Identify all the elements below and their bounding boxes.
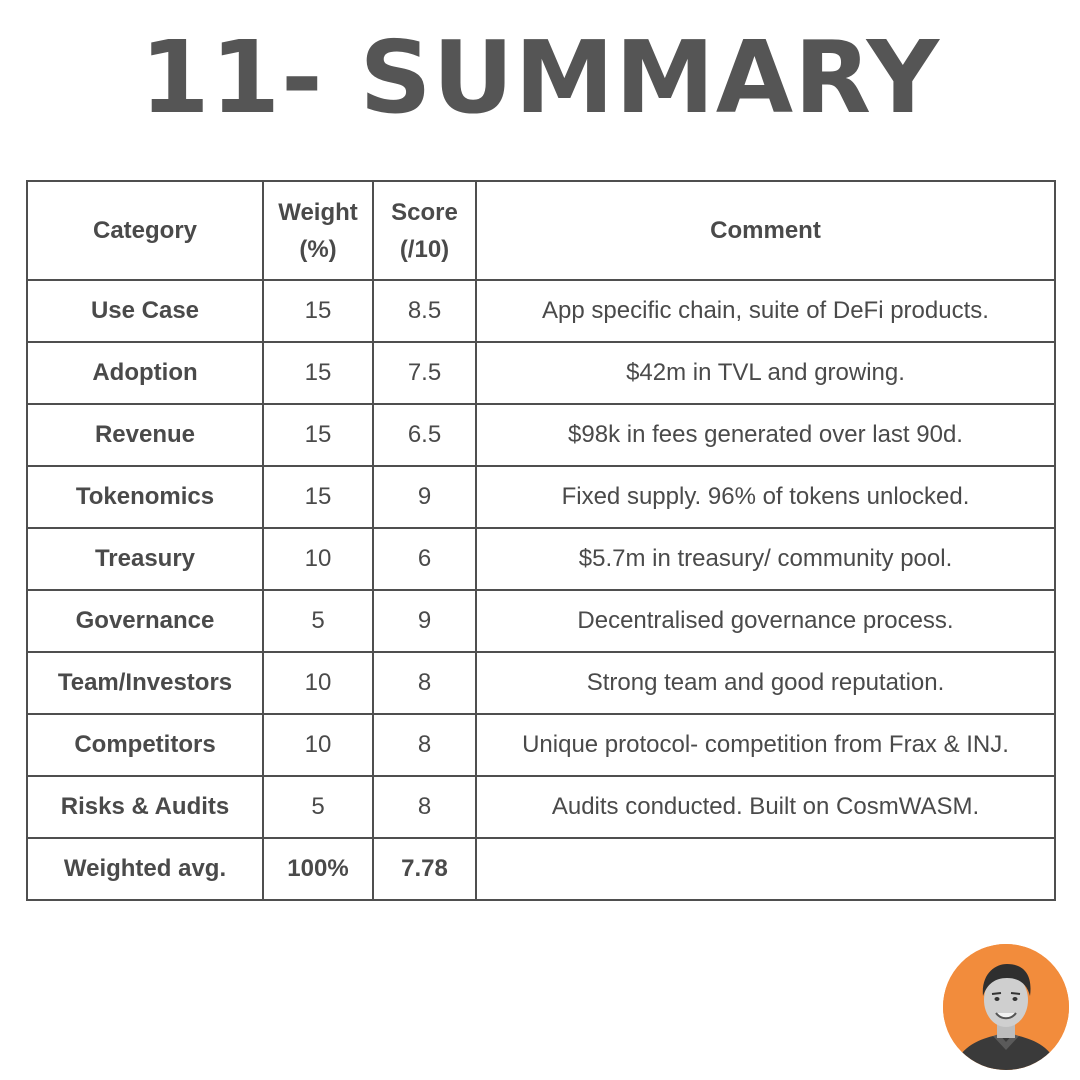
row-comment: Audits conducted. Built on CosmWASM. bbox=[476, 776, 1055, 838]
header-weight bbox=[263, 181, 373, 280]
row-comment: Fixed supply. 96% of tokens unlocked. bbox=[476, 466, 1055, 528]
row-weight: 15 bbox=[263, 280, 373, 342]
row-score: 9 bbox=[373, 590, 476, 652]
row-category: Adoption bbox=[27, 342, 263, 404]
row-category: Risks & Audits bbox=[27, 776, 263, 838]
row-weight: 5 bbox=[263, 776, 373, 838]
table-row bbox=[27, 776, 1055, 838]
table-row bbox=[27, 466, 1055, 528]
row-comment: $42m in TVL and growing. bbox=[476, 342, 1055, 404]
header-comment: Comment bbox=[476, 181, 1055, 280]
table-row bbox=[27, 280, 1055, 342]
table-row bbox=[27, 404, 1055, 466]
avatar bbox=[943, 944, 1069, 1070]
row-comment: $5.7m in treasury/ community pool. bbox=[476, 528, 1055, 590]
row-comment: Strong team and good reputation. bbox=[476, 652, 1055, 714]
summary-table bbox=[26, 180, 1056, 901]
table-header-row bbox=[27, 181, 1055, 280]
header-score-line2: (/10) bbox=[399, 235, 450, 263]
row-score: 8 bbox=[373, 714, 476, 776]
table-row bbox=[27, 714, 1055, 776]
header-score bbox=[373, 181, 476, 280]
header-weight-line2: (%) bbox=[299, 235, 337, 263]
header-category: Category bbox=[27, 181, 263, 280]
row-comment: App specific chain, suite of DeFi products. bbox=[476, 280, 1055, 342]
row-weight: 10 bbox=[263, 714, 373, 776]
total-weight: 100% bbox=[263, 838, 373, 900]
row-category: Tokenomics bbox=[27, 466, 263, 528]
total-category: Weighted avg. bbox=[27, 838, 263, 900]
total-comment bbox=[476, 838, 1055, 900]
row-weight: 15 bbox=[263, 404, 373, 466]
row-category: Use Case bbox=[27, 280, 263, 342]
row-score: 8 bbox=[373, 652, 476, 714]
page-title: 11- SUMMARY bbox=[139, 19, 941, 136]
row-score: 8 bbox=[373, 776, 476, 838]
header-weight-line1: Weight bbox=[278, 198, 358, 226]
row-category: Team/Investors bbox=[27, 652, 263, 714]
row-category: Revenue bbox=[27, 404, 263, 466]
row-category: Competitors bbox=[27, 714, 263, 776]
row-weight: 5 bbox=[263, 590, 373, 652]
row-score: 7.5 bbox=[373, 342, 476, 404]
table-row bbox=[27, 528, 1055, 590]
row-score: 9 bbox=[373, 466, 476, 528]
row-category: Governance bbox=[27, 590, 263, 652]
row-category: Treasury bbox=[27, 528, 263, 590]
row-weight: 15 bbox=[263, 342, 373, 404]
table-row bbox=[27, 342, 1055, 404]
row-score: 8.5 bbox=[373, 280, 476, 342]
table-row bbox=[27, 652, 1055, 714]
row-score: 6 bbox=[373, 528, 476, 590]
table-row bbox=[27, 590, 1055, 652]
row-comment: Unique protocol- competition from Frax & INJ. bbox=[476, 714, 1055, 776]
row-comment: Decentralised governance process. bbox=[476, 590, 1055, 652]
row-score: 6.5 bbox=[373, 404, 476, 466]
total-score: 7.78 bbox=[373, 838, 476, 900]
row-weight: 15 bbox=[263, 466, 373, 528]
header-score-line1: Score bbox=[391, 198, 458, 226]
row-comment: $98k in fees generated over last 90d. bbox=[476, 404, 1055, 466]
row-weight: 10 bbox=[263, 528, 373, 590]
weighted-average-row bbox=[27, 838, 1055, 900]
author-avatar-photo-icon bbox=[943, 944, 1069, 1070]
row-weight: 10 bbox=[263, 652, 373, 714]
